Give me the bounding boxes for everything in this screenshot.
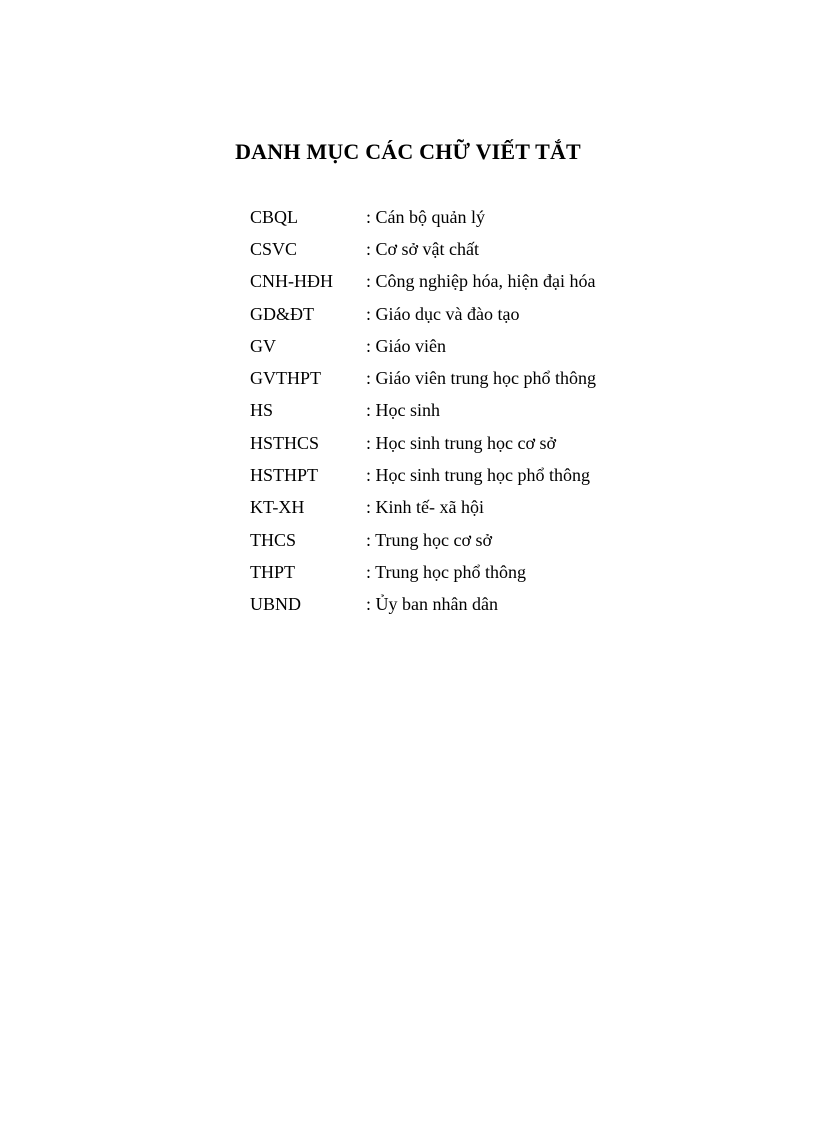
list-item	[250, 556, 596, 588]
abbreviation-code: GVTHPT	[250, 368, 321, 389]
abbreviation-code: THCS	[250, 529, 297, 550]
abbreviation-code: CBQL	[250, 206, 299, 227]
abbreviation-code: HSTHPT	[250, 465, 319, 486]
list-item	[250, 524, 596, 556]
abbreviation-definition: : Giáo dục và đào tạo	[366, 303, 520, 324]
abbreviation-code: UBND	[250, 594, 302, 615]
list-item	[250, 459, 596, 491]
list-item	[250, 362, 596, 394]
abbreviation-code: CSVC	[250, 238, 298, 259]
abbreviation-code: GV	[250, 335, 276, 356]
list-item	[250, 427, 596, 459]
abbreviation-definition: : Trung học phổ thông	[366, 561, 527, 582]
abbreviation-definition: : Học sinh trung học phổ thông	[366, 465, 590, 486]
abbreviation-definition: : Cán bộ quản lý	[366, 206, 485, 227]
list-item	[250, 492, 596, 524]
abbreviation-definition: : Học sinh trung học cơ sở	[366, 432, 557, 453]
abbreviation-list	[250, 201, 596, 621]
list-item	[250, 201, 596, 233]
abbreviation-code: KT-XH	[250, 497, 305, 518]
list-item	[250, 298, 596, 330]
list-item	[250, 395, 596, 427]
abbreviation-code: GD&ĐT	[250, 303, 314, 324]
abbreviation-code: THPT	[250, 561, 295, 582]
list-item	[250, 266, 596, 298]
list-item	[250, 233, 596, 265]
abbreviation-code: HSTHCS	[250, 432, 320, 453]
list-item	[250, 589, 596, 621]
abbreviation-definition: : Ủy ban nhân dân	[366, 594, 498, 615]
abbreviation-definition: : Trung học cơ sở	[366, 529, 493, 550]
list-item	[250, 330, 596, 362]
abbreviation-definition: : Giáo viên trung học phổ thông	[366, 368, 596, 389]
abbreviation-code: CNH-HĐH	[250, 271, 333, 292]
abbreviation-code: HS	[250, 400, 274, 421]
abbreviation-definition: : Kinh tế- xã hội	[366, 497, 484, 518]
abbreviation-definition: : Học sinh	[366, 400, 440, 421]
page-title: DANH MỤC CÁC CHỮ VIẾT TẮT	[235, 139, 581, 164]
abbreviation-definition: : Công nghiệp hóa, hiện đại hóa	[366, 271, 596, 292]
abbreviation-definition: : Cơ sở vật chất	[366, 238, 480, 259]
abbreviation-definition: : Giáo viên	[366, 335, 446, 356]
